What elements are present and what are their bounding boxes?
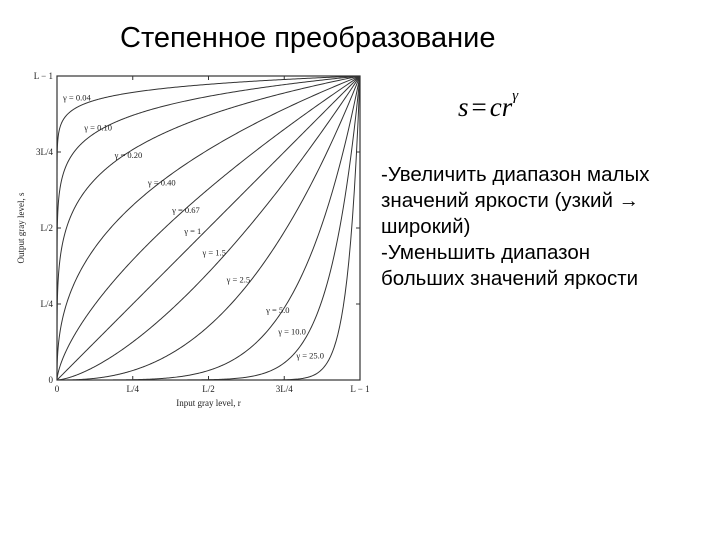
series-label: γ = 0.20 bbox=[114, 150, 143, 161]
series-label: γ = 0.04 bbox=[63, 92, 91, 103]
power-law-formula bbox=[458, 88, 519, 123]
series-line bbox=[57, 76, 360, 380]
bullet-line: широкий) bbox=[381, 215, 471, 238]
series-label: γ = 25.0 bbox=[296, 350, 325, 361]
series-label: γ = 2.5 bbox=[226, 274, 251, 285]
bullet-line-text: значений яркости (узкий bbox=[381, 189, 619, 212]
bullet-text bbox=[381, 162, 711, 292]
formula-equals: = bbox=[471, 92, 487, 122]
slide-title: Степенное преобразование bbox=[120, 22, 496, 54]
series-label: γ = 0.10 bbox=[84, 122, 112, 133]
bullet-line bbox=[381, 188, 711, 214]
bullet-line: -Увеличить диапазон малых bbox=[381, 163, 650, 186]
bullet-line: -Уменьшить диапазон bbox=[381, 241, 591, 264]
y-tick-label: L/4 bbox=[40, 299, 53, 309]
y-tick-label: 3L/4 bbox=[36, 147, 53, 157]
x-axis-label: Input gray level, r bbox=[176, 398, 241, 408]
x-tick-label: L − 1 bbox=[350, 384, 370, 394]
y-axis-label: Output gray level, s bbox=[16, 192, 26, 264]
series-label: γ = 1 bbox=[184, 226, 202, 237]
formula-lhs: s bbox=[458, 92, 469, 122]
x-tick-label: 0 bbox=[54, 384, 60, 394]
x-tick-label: 3L/4 bbox=[275, 384, 293, 394]
arrow-right-icon: → bbox=[618, 189, 640, 212]
y-tick-label: L/2 bbox=[40, 223, 53, 233]
series-label: γ = 0.40 bbox=[147, 177, 176, 188]
series-label: γ = 5.0 bbox=[266, 305, 290, 316]
series-label: γ = 1.5 bbox=[202, 247, 226, 258]
x-tick-label: L/2 bbox=[202, 384, 215, 394]
series-group bbox=[57, 76, 360, 380]
y-tick-label: L − 1 bbox=[33, 71, 53, 81]
series-label: γ = 0.67 bbox=[172, 204, 200, 215]
formula-rhs: cr bbox=[489, 92, 513, 122]
formula-exponent: γ bbox=[512, 88, 519, 104]
bullet-line: больших значений яркости bbox=[381, 267, 639, 290]
series-label: γ = 10.0 bbox=[278, 326, 306, 337]
x-tick-label: L/4 bbox=[126, 384, 139, 394]
y-tick-label: 0 bbox=[48, 375, 53, 385]
